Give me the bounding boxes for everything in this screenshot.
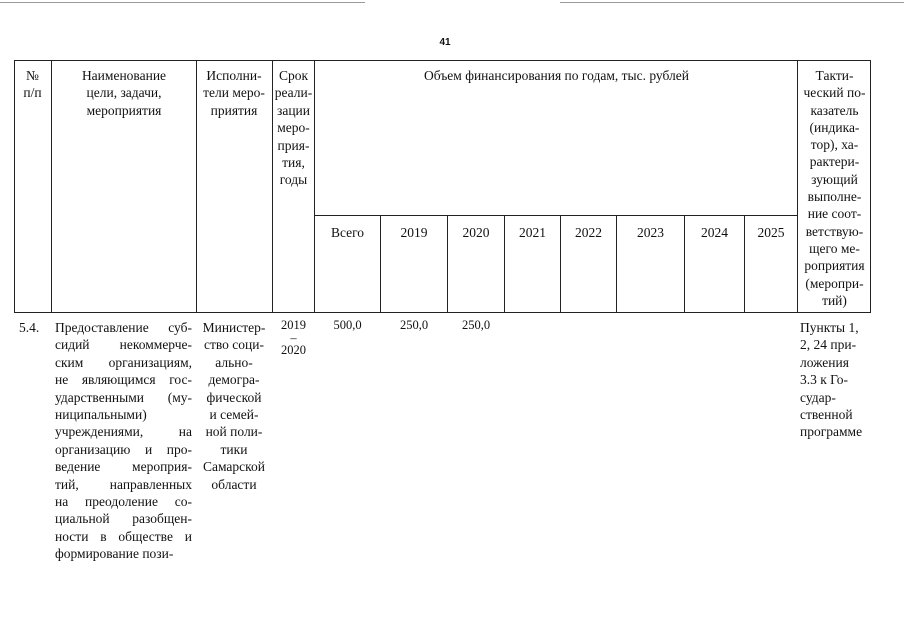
text-line: ности в обществе и (55, 528, 192, 544)
text-line: рактери- (809, 154, 860, 170)
text-line: ветствую- (805, 223, 864, 239)
text-line: ложения (800, 354, 849, 370)
row-name (55, 319, 192, 563)
text-line: области (211, 476, 257, 492)
text-line: (индика- (809, 119, 860, 135)
text-line: Срок (278, 68, 309, 83)
text-line: ведение мероприя- (55, 459, 192, 475)
header-col-name (52, 67, 196, 119)
text-line: Пункты 1, (800, 320, 859, 335)
scan-artifact-line (560, 2, 904, 3)
header-year: 2024 (701, 225, 728, 240)
text-line: программе (800, 424, 863, 440)
column-divider (272, 60, 273, 313)
text-line: циальной разобщен- (55, 511, 192, 527)
header-col-number (14, 67, 51, 102)
text-line: ной поли- (205, 424, 263, 440)
column-divider (744, 215, 745, 313)
text-line: сидий некоммерче- (55, 337, 192, 353)
scan-artifact-line (0, 2, 365, 3)
header-subrow-line (315, 215, 798, 216)
text-line: Предоставление суб- (55, 320, 192, 335)
text-line: тики (220, 441, 248, 457)
header-bottom-line (14, 312, 871, 313)
text-line: прия- (277, 137, 310, 153)
row-executor (196, 319, 272, 493)
text-line: годы (279, 172, 308, 188)
text-line: Такти- (815, 68, 854, 83)
text-line: цели, задачи, (86, 85, 162, 101)
table-border-top (14, 60, 871, 61)
row-2019: 250,0 (399, 318, 429, 332)
text-line: выполне- (807, 189, 862, 205)
term-start: 2019 (281, 318, 306, 332)
header-col-term (273, 67, 314, 189)
text-line: организацию и про- (55, 441, 192, 457)
text-line: ударственными (му- (55, 389, 192, 405)
text-line: ально- (215, 354, 253, 370)
column-divider (51, 60, 52, 313)
header-year: 2020 (462, 225, 490, 240)
term-end: 2020 (281, 343, 306, 357)
column-divider (314, 60, 315, 313)
text-line: реали- (274, 85, 313, 101)
header-year: 2021 (519, 225, 546, 240)
text-line: Наименование (81, 68, 167, 83)
column-divider (616, 215, 617, 313)
text-line: тий, направленных (55, 476, 192, 492)
page-number: 41 (439, 37, 451, 48)
column-divider (447, 215, 448, 313)
text-line: не являющимся гос- (55, 372, 192, 388)
text-line: на преодоление со- (55, 494, 192, 510)
text-line: (меропри- (805, 275, 864, 291)
text-line: зующий (811, 171, 858, 187)
term-dash: – (290, 331, 297, 345)
text-line: казатель (810, 102, 859, 118)
row-number: 5.4. (19, 320, 40, 335)
column-divider (504, 215, 505, 313)
text-line: 2, 24 при- (800, 337, 857, 353)
column-divider (797, 60, 798, 313)
text-line: мероприятия (86, 102, 162, 118)
text-line: формирование пози- (55, 546, 174, 562)
text-line: ским организациям, (55, 354, 192, 370)
header-year: 2019 (400, 225, 428, 240)
header-year: 2023 (637, 225, 664, 240)
header-col-finance: Объем финансирования по годам, тыс. рублей (424, 68, 689, 83)
text-line: тели меро- (203, 85, 265, 101)
text-line: ство соци- (204, 337, 264, 353)
text-line: судар- (800, 389, 836, 405)
text-line: ниципальными) (55, 407, 147, 423)
text-line: ческий по- (803, 85, 866, 101)
text-line: щего ме- (809, 240, 860, 256)
text-line: и семей- (209, 407, 259, 423)
text-line: п/п (23, 85, 42, 101)
column-divider (560, 215, 561, 313)
text-line: тия, (282, 155, 305, 171)
text-line: тор), ха- (810, 137, 859, 153)
table-border-left (14, 60, 15, 313)
column-divider (380, 215, 381, 313)
header-col-indicator (798, 67, 871, 309)
row-total: 500,0 (333, 318, 362, 332)
header-col-total: Всего (330, 225, 365, 240)
header-year: 2025 (757, 225, 785, 240)
text-line: тий) (822, 292, 847, 308)
text-line: фической (206, 389, 262, 405)
column-divider (196, 60, 197, 313)
header-col-executor (196, 67, 272, 119)
text-line: Министер- (202, 320, 266, 335)
text-line: Самарской (202, 459, 266, 475)
text-line: Исполни- (206, 68, 262, 83)
text-line: 3.3 к Го- (800, 372, 849, 388)
text-line: № (26, 68, 39, 83)
header-year: 2022 (575, 225, 602, 240)
text-line: демогра- (208, 372, 260, 388)
row-2020: 250,0 (461, 318, 491, 332)
text-line: роприятия (804, 258, 865, 274)
row-term (273, 318, 314, 358)
text-line: приятия (210, 102, 258, 118)
text-line: учреждениями, на (55, 424, 192, 440)
text-line: ние соот- (807, 206, 862, 222)
column-divider (684, 215, 685, 313)
text-line: ственной (800, 407, 853, 423)
row-indicator (800, 319, 872, 441)
text-line: меро- (277, 120, 310, 136)
text-line: зации (277, 102, 310, 118)
table-border-right (870, 60, 871, 313)
